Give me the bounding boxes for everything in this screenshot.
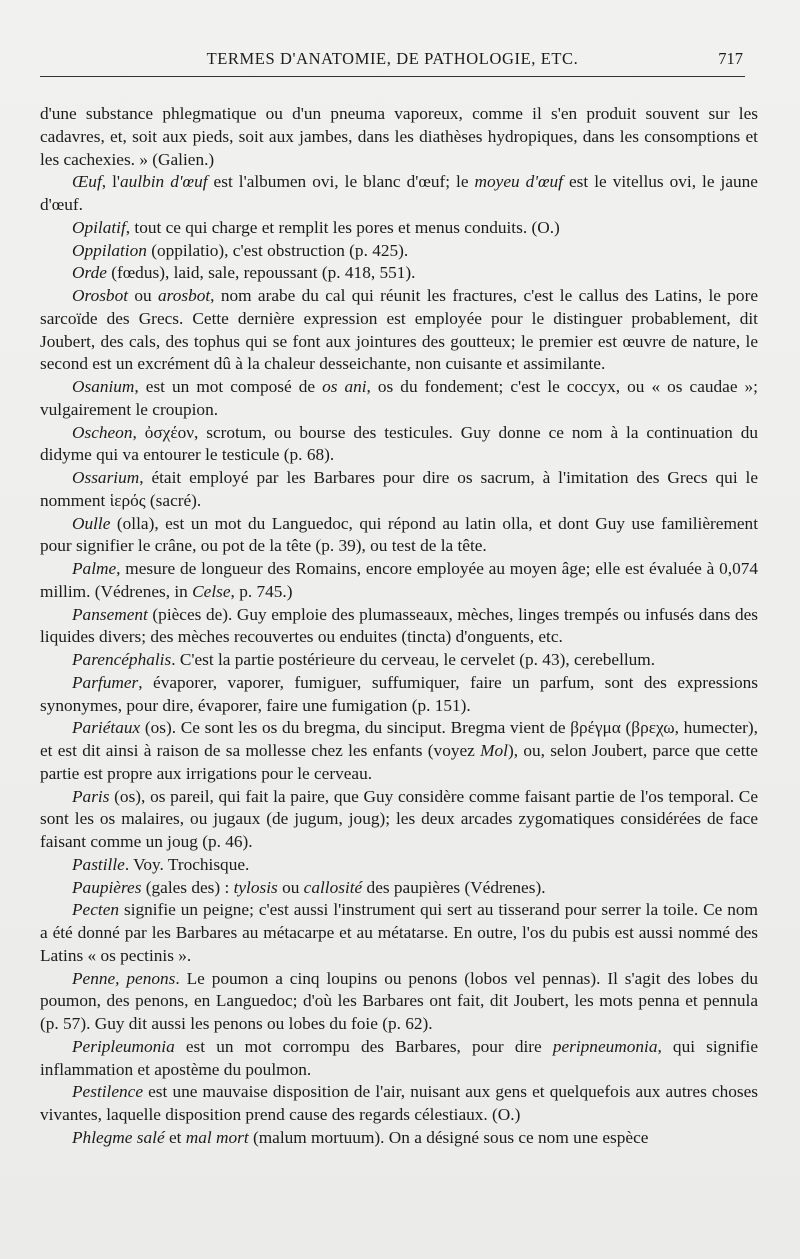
italic-term: Paupières [72, 877, 142, 897]
glossary-entry [40, 672, 758, 718]
entry-text: d'une substance phlegmatique ou d'un pneuma vaporeux, comme il s'en produit souvent sur les cadavres, et, soit aux pieds, soit aux jambes, dans les diathèses hydropiques, dans les consomptions et les cachexies. » (Galien.) [40, 104, 758, 169]
entry-text: , mesure de longueur des Romains, encore employée au moyen âge; elle est évaluée à 0,074 millim. (Védrenes, in [40, 559, 758, 601]
entry-text: , ὀσχέον, scrotum, ou bourse des testicules. Guy donne ce nom à la continuation du didyme qui va entourer le testicule (p. 68). [40, 422, 758, 465]
glossary-entry [40, 649, 758, 672]
italic-term: Oulle [72, 513, 111, 533]
entry-text: (gales des) : [141, 877, 234, 897]
entry-text: , os du fondement; c'est le coccyx, ou « os caudae »; vulgairement le croupion. [40, 377, 758, 419]
entry-text: (olla), est un mot du Languedoc, qui répond au latin olla, et dont Guy use familièrement pour signifier le crâne, ou pot de la tête (p. 39), ou test de la tête. [40, 513, 758, 556]
italic-term: Pastille [72, 854, 125, 874]
italic-term: Palme [72, 559, 117, 578]
italic-term: moyeu d'œuf [474, 172, 563, 192]
entry-text: (fœdus), laid, sale, repoussant (p. 418, 551). [106, 263, 416, 283]
glossary-entry [40, 604, 758, 650]
entry-text: , est un mot composé de [134, 377, 323, 396]
glossary-entry [40, 877, 758, 900]
entry-text: ), ou, selon Joubert, parce que cette partie est propre aux irrigations pour le cerveau. [40, 741, 758, 783]
glossary-entry [40, 786, 758, 854]
entry-text: , nom arabe du cal qui réunit les fractures, c'est le callus des Latins, le pore sarcoïde des Grecs. Cette dernière expression est employée pour le distinguer probablement, dit Joubert, des cals, des tophus qui se font aux jointures des goutteux; le premier est œuvre de nature, le second est un excrément dû à la chaleur desseichante, non cuisante et assimilante. [40, 286, 758, 374]
glossary-entry [40, 968, 758, 1036]
italic-term: Penne, penons [72, 968, 176, 988]
entry-text: des paupières (Védrenes). [362, 877, 546, 897]
italic-term: peripneumonia [552, 1036, 658, 1056]
entry-text: , p. 745.) [230, 581, 293, 601]
entry-text: et [164, 1127, 186, 1147]
entry-text: ou [128, 286, 158, 305]
italic-term: aulbin d'œuf [120, 172, 208, 192]
italic-term: Opilatif [72, 217, 126, 237]
entry-text: signifie un peigne; c'est aussi l'instrument qui sert au tisserand pour serrer la toile. Ce nom a été donné par les Barbares au métacarpe et au métatarse. En outre, l'os du pubis est aussi nommé des Latins « os pectinis ». [40, 900, 758, 965]
entry-text: est un mot corrompu des Barbares, pour dire [174, 1036, 553, 1056]
entry-text: est le vitellus ovi, le jaune d'œuf. [40, 172, 758, 214]
italic-term: os ani [322, 377, 367, 396]
italic-term: Ossarium [72, 468, 140, 487]
glossary-entry [40, 513, 758, 559]
glossary-entry [40, 558, 758, 604]
italic-term: Oscheon [72, 422, 133, 442]
glossary-entry [40, 1081, 758, 1127]
entry-text: est une mauvaise disposition de l'air, nuisant aux gens et quelquefois aux autres choses vivantes, laquelle disposition prend cause des regards célestiaux. (O.) [40, 1082, 758, 1124]
glossary-entry [40, 854, 758, 877]
entry-text: , évaporer, vaporer, fumiguer, suffumiquer, faire un parfum, sont des expressions synonymes, pour dire, évaporer, faire une fumigation (p. 151). [40, 672, 758, 715]
glossary-entry [40, 240, 758, 263]
glossary-entry [40, 422, 758, 468]
paragraph-continuation [40, 103, 758, 171]
italic-term: Mol [480, 741, 508, 760]
italic-term: callosité [303, 877, 363, 897]
italic-term: Osanium [72, 377, 135, 396]
entry-text: (oppilatio), c'est obstruction (p. 425). [146, 240, 409, 260]
italic-term: Parfumer [72, 672, 139, 692]
running-head [40, 46, 745, 77]
entry-text: . Le poumon a cinq loupins ou penons (lobos vel pennas). Il s'agit des lobes du poumon, des penons, en Languedoc; d'où les Barbares ont fait, dit Joubert, les mots penna et pennula (p. 57). Guy dit aussi les penons ou lobes du foie (p. 62). [40, 968, 759, 1033]
italic-term: Pecten [72, 900, 120, 920]
entry-text: est l'albumen ovi, le blanc d'œuf; le [207, 172, 475, 192]
glossary-entry [40, 262, 758, 285]
italic-term: Pariétaux [72, 718, 141, 738]
italic-term: Peripleumonia [72, 1036, 175, 1056]
glossary-entry [40, 717, 758, 785]
entry-text: . Voy. Trochisque. [124, 854, 250, 874]
italic-term: Phlegme salé [72, 1127, 165, 1147]
italic-term: Œuf [72, 172, 102, 192]
entry-text: , tout ce qui charge et remplit les pores et menus conduits. (O.) [125, 217, 560, 237]
glossary-entry [40, 899, 758, 967]
entry-text: , qui signifie inflammation et apostème du poulmon. [40, 1036, 758, 1079]
italic-term: arosbot [157, 286, 211, 305]
entry-text: , était employé par les Barbares pour dire os sacrum, à l'imitation des Grecs qui le nomment ἱερός (sacré). [40, 468, 758, 510]
italic-term: Celse [192, 581, 231, 601]
running-head-title: TERMES D'ANATOMIE, DE PATHOLOGIE, ETC. [206, 49, 579, 68]
glossary-entry [40, 376, 758, 422]
italic-term: Pansement [72, 604, 148, 624]
glossary-entry [40, 467, 758, 513]
italic-term: mal mort [185, 1127, 249, 1147]
entry-text: (os), os pareil, qui fait la paire, que Guy considère comme faisant partie de l'os temporal. Ce sont les os malaires, ou jugaux (de jugum, joug); les deux arcades zygomatiques considérées de face faisant comme un joug (p. 46). [40, 786, 758, 851]
glossary-entry [40, 171, 758, 217]
entry-text: (malum mortuum). On a désigné sous ce nom une espèce [248, 1127, 649, 1147]
entry-text: (pièces de). Guy emploie des plumasseaux, mèches, linges trempés ou infusés dans des liquides divers; des mèches recouvertes ou enduites (tincta) d'onguents, etc. [40, 604, 758, 647]
entry-text: ou [277, 877, 304, 897]
page-number: 717 [718, 49, 743, 68]
entry-text: . C'est la partie postérieure du cerveau, le cervelet (p. 43), cerebellum. [171, 650, 656, 669]
italic-term: Orosbot [72, 286, 129, 305]
glossary-entry [40, 217, 758, 240]
glossary-entry [40, 1127, 758, 1150]
italic-term: Pestilence [72, 1082, 144, 1102]
italic-term: Orde [72, 263, 107, 283]
glossary-entry [40, 1036, 758, 1082]
body-text [40, 103, 758, 1150]
italic-term: Paris [72, 786, 110, 806]
glossary-entry [40, 285, 758, 376]
italic-term: Oppilation [72, 240, 147, 260]
entry-text: (os). Ce sont les os du bregma, du sinciput. Bregma vient de βρέγμα (βρεχω, humecter), et est dit ainsi à raison de sa mollesse chez les enfants (voyez [40, 718, 758, 760]
italic-term: tylosis [233, 877, 278, 897]
italic-term: Parencéphalis [72, 650, 172, 669]
entry-text: , l' [101, 172, 121, 192]
